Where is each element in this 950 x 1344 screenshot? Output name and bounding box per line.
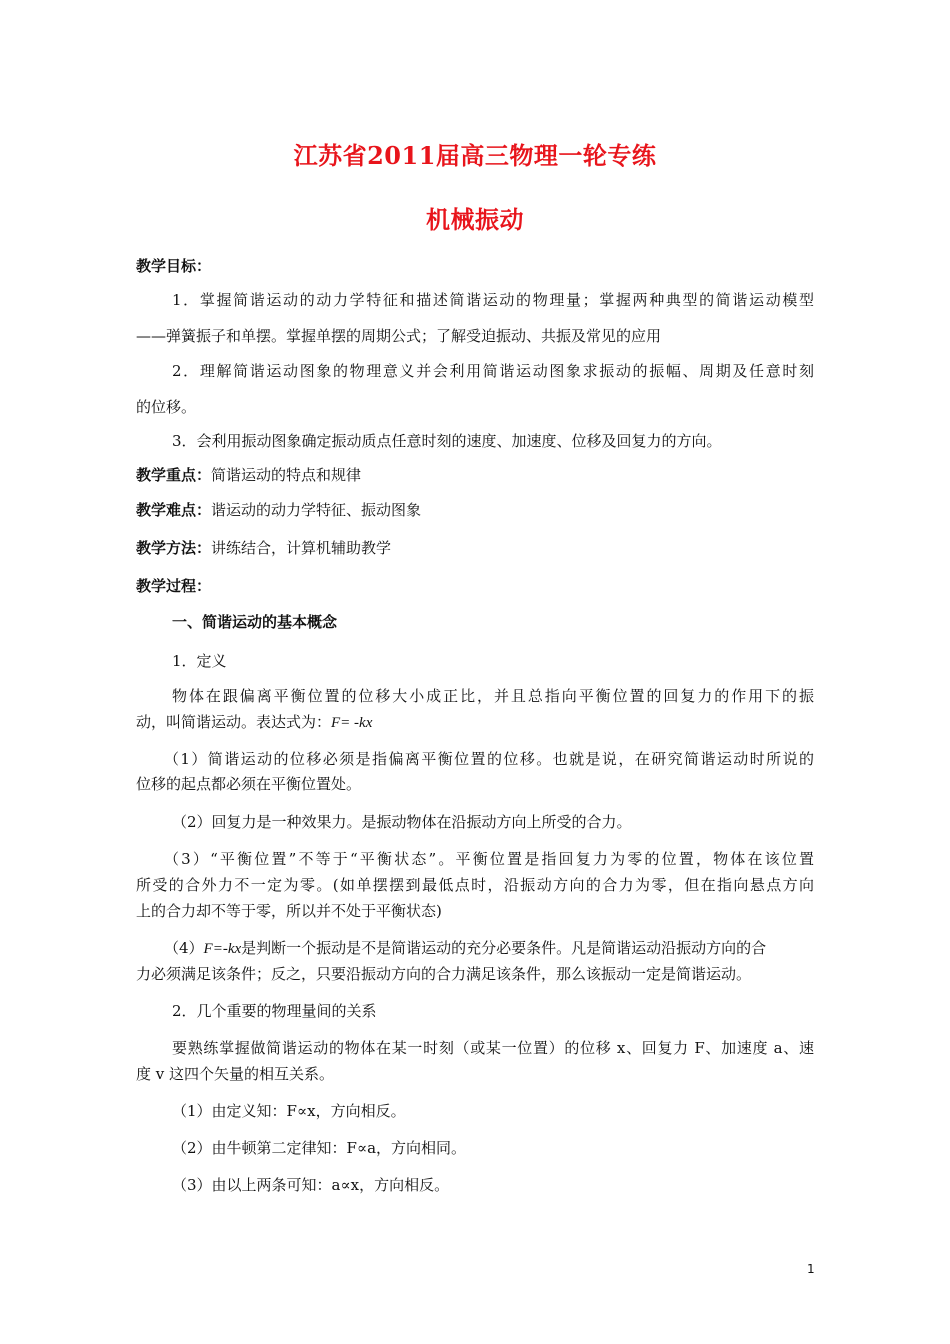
objective-3: 3．会利用振动图象确定振动质点任意时刻的速度、加速度、位移及回复力的方向。 [172,432,722,450]
document-title: 江苏省2011届高三物理一轮专练 [293,141,657,170]
relation-2: （2）由牛顿第二定律知：F∝a，方向相同。 [172,1139,467,1157]
section-1-heading: 一、简谐运动的基本概念 [172,613,338,631]
objective-2-line-1: 2．理解简谐运动图象的物理意义并会利用简谐运动图象求振动的振幅、周期及任意时刻 [172,362,814,380]
relation-3: （3）由以上两条可知：a∝x，方向相反。 [172,1176,450,1194]
key-points-text: 简谐运动的特点和规律 [211,466,362,484]
point-1-line-1: （1）简谐运动的位移必须是指偏离平衡位置的位移。也就是说，在研究简谐运动时所说的 [164,750,814,768]
document-subtitle: 机械振动 [426,205,524,234]
definition-text: 动，叫简谐运动。表达式为： [136,713,332,731]
definition-formula: F= -kx [331,715,373,731]
difficulties [136,500,421,520]
point-3-line-3: 上的合力却不等于零，所以并不处于平衡状态) [136,902,442,920]
point-3-line-1: （3）“平衡位置”不等于“平衡状态”。平衡位置是指回复力为零的位置，物体在该位置 [164,850,814,868]
methods [136,538,391,558]
key-points [136,465,361,485]
objective-2-line-2: 的位移。 [136,398,197,416]
key-points-label: 教学重点： [136,466,212,484]
point-4-text: 是判断一个振动是不是简谐运动的充分必要条件。凡是简谐运动沿振动方向的合 [241,939,767,957]
relation-1: （1）由定义知：F∝x，方向相反。 [172,1102,406,1120]
point-3-line-2: 所受的合外力不一定为零。(如单摆摆到最低点时，沿振动方向的合力为零，但在指向悬点方向 [136,876,814,894]
point-4-prefix: （4） [164,939,204,957]
relations-line-2: 度 v 这四个矢量的相互关系。 [136,1065,335,1083]
methods-label: 教学方法： [136,539,212,557]
point-4-line-1 [164,938,766,959]
definition-line-1: 物体在跟偏离平衡位置的位移大小成正比，并且总指向平衡位置的回复力的作用下的振 [172,687,814,705]
relations-heading: 2．几个重要的物理量间的关系 [172,1002,377,1020]
point-2: （2）回复力是一种效果力。是振动物体在沿振动方向上所受的合力。 [172,813,632,831]
definition-heading: 1．定义 [172,652,227,670]
point-1-line-2: 位移的起点都必须在平衡位置处。 [136,775,362,793]
definition-line-2 [136,712,372,733]
objective-1-line-1: 1．掌握简谐运动的动力学特征和描述简谐运动的物理量；掌握两种典型的简谐运动模型 [172,291,814,309]
difficulties-label: 教学难点： [136,501,212,519]
objective-1-line-2: ——弹簧振子和单摆。掌握单摆的周期公式；了解受迫振动、共振及常见的应用 [136,327,662,345]
objectives-heading: 教学目标： [136,257,212,275]
page-number: 1 [807,1262,815,1276]
difficulties-text: 谐运动的动力学特征、振动图象 [211,501,422,519]
process-heading: 教学过程： [136,577,212,595]
point-4-line-2: 力必须满足该条件；反之，只要沿振动方向的合力满足该条件，那么该振动一定是简谐运动。 [136,965,752,983]
methods-text: 讲练结合，计算机辅助教学 [211,539,392,557]
relations-line-1: 要熟练掌握做简谐运动的物体在某一时刻（或某一位置）的位移 x、回复力 F、加速度 a、速 [172,1039,814,1057]
point-4-formula: F=-kx [203,941,242,957]
